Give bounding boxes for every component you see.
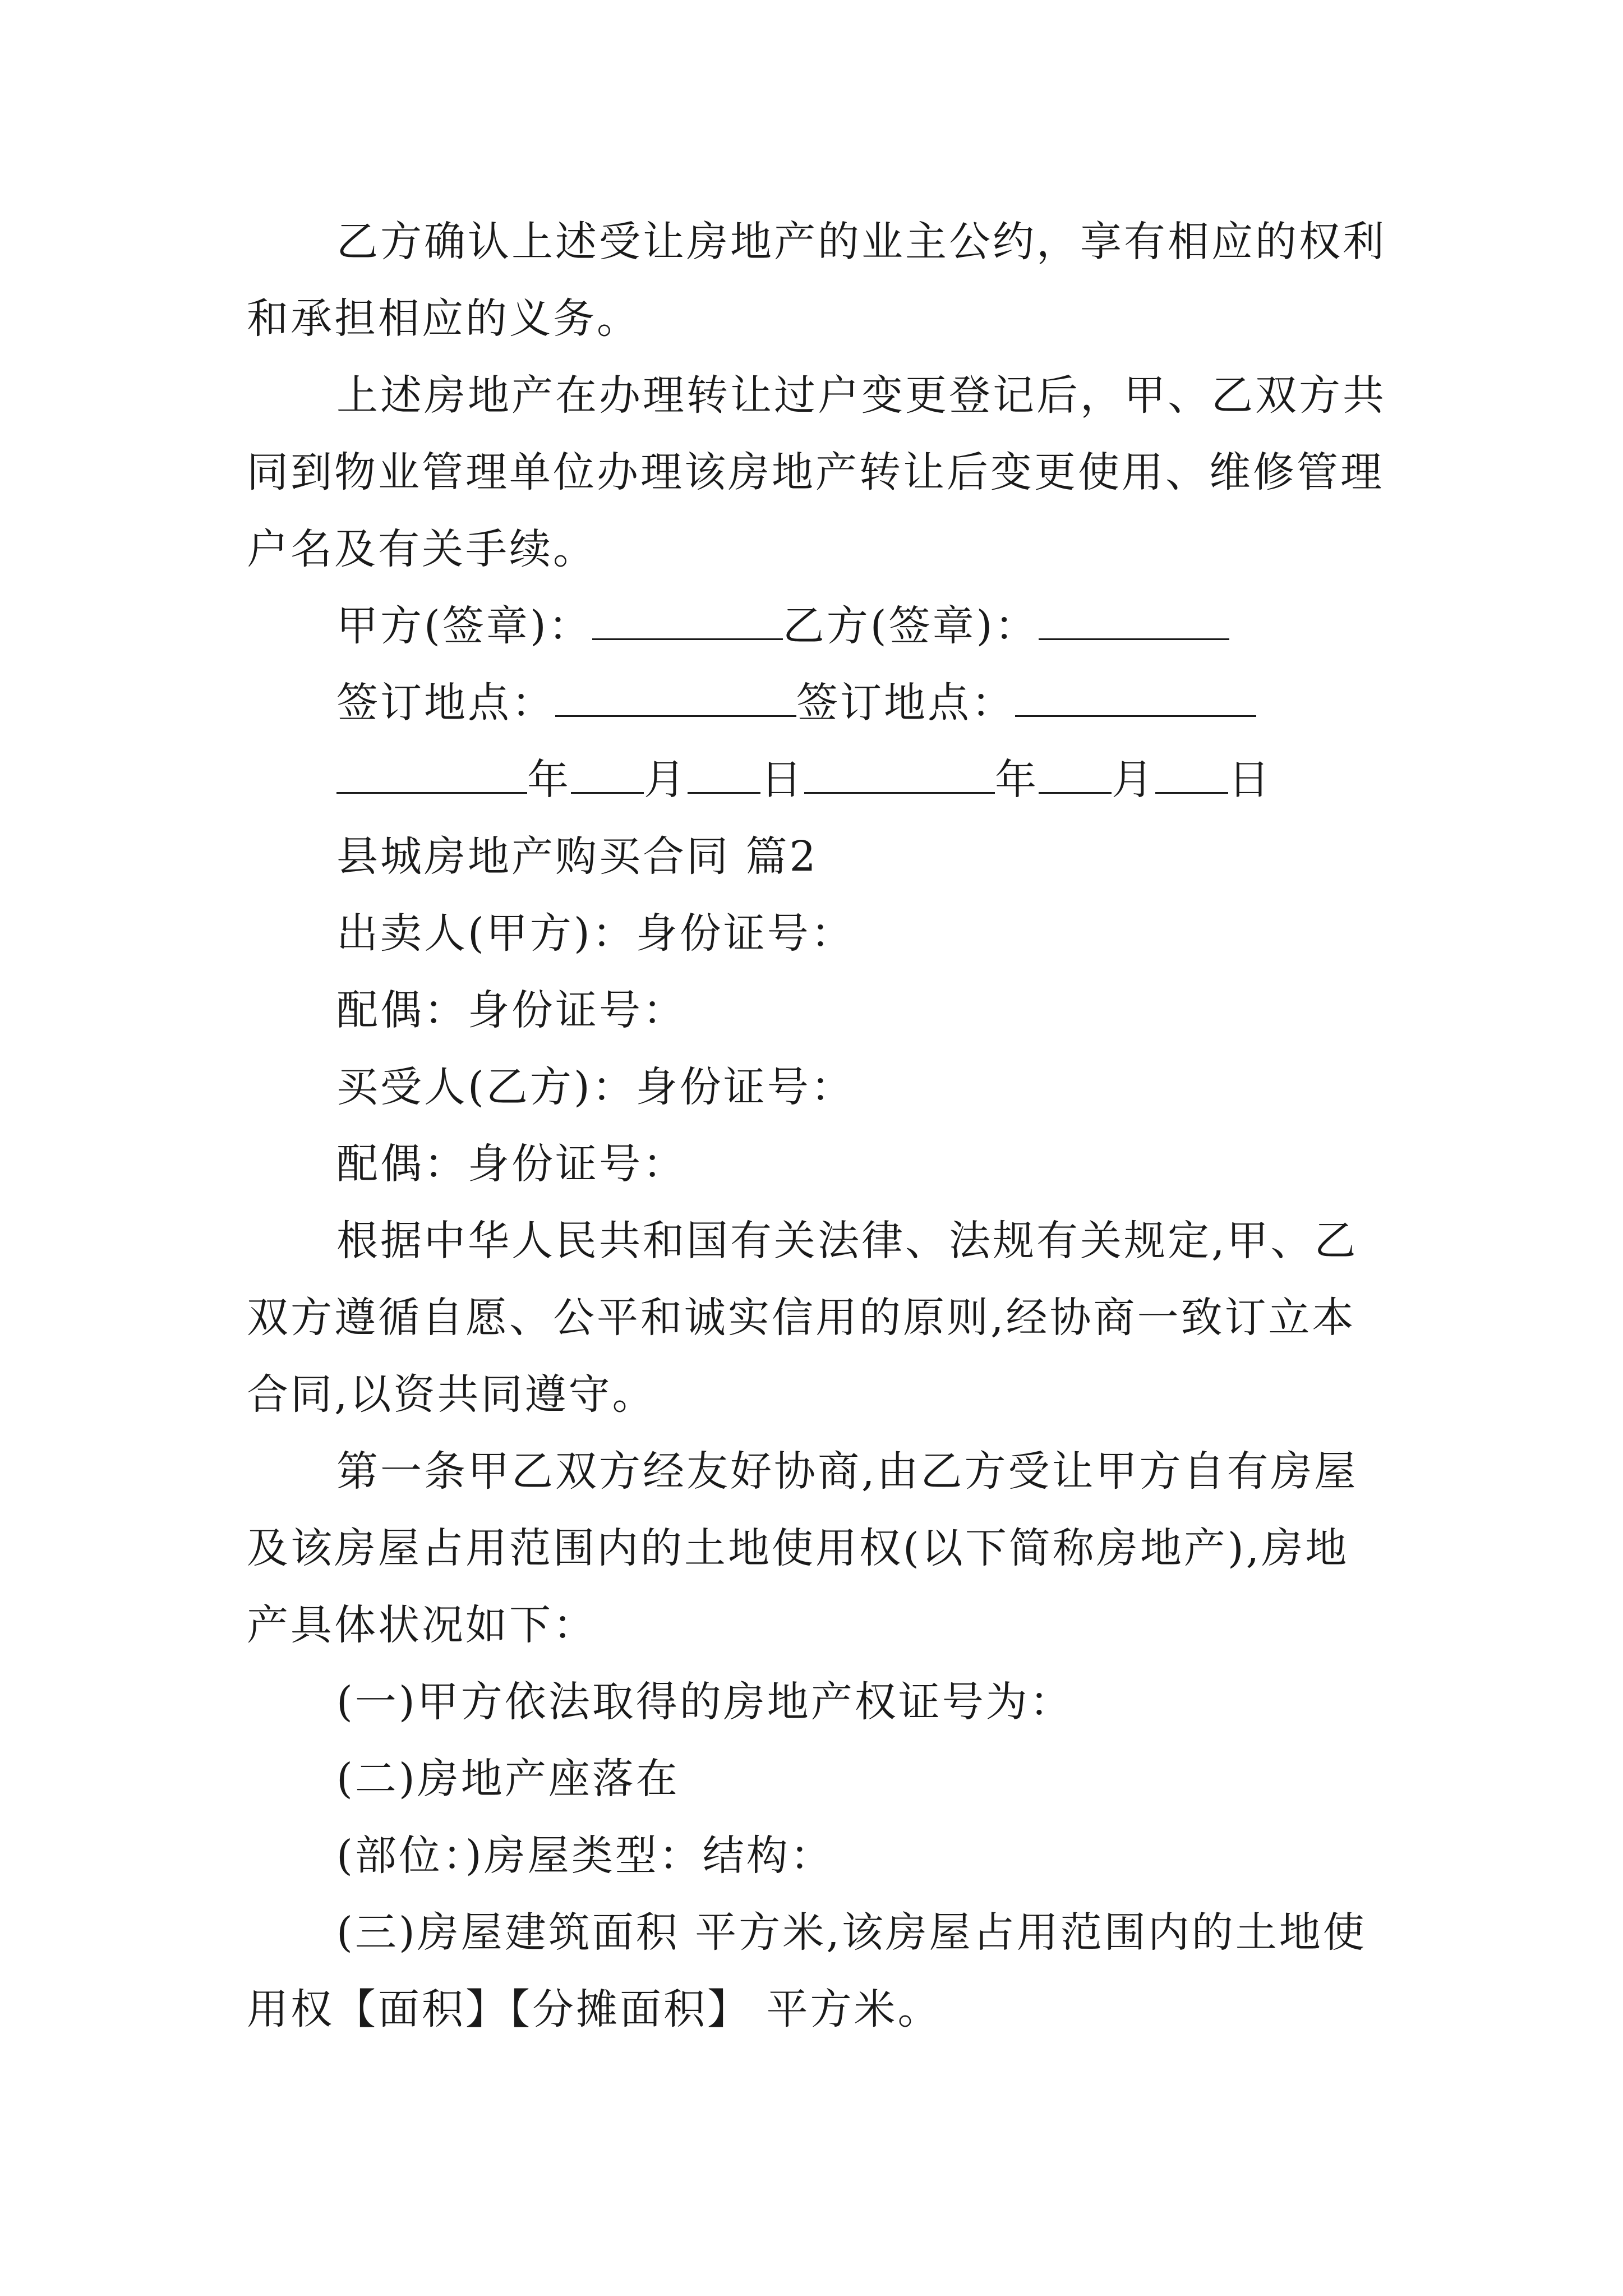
item2-line: (二)房地产座落在	[336, 1755, 680, 1803]
place-b-label: 签订地点：	[796, 679, 1015, 727]
buyer-line: 买受人(乙方)：身份证号：	[336, 1063, 855, 1111]
date-row	[336, 754, 1385, 806]
year-a-blank	[336, 757, 527, 794]
month-a-blank	[571, 757, 644, 794]
paragraph-line: 户名及有关手续。	[247, 525, 597, 573]
month-b-label: 月	[1112, 756, 1155, 804]
article1-line: 产具体状况如下：	[247, 1601, 597, 1649]
signing-place-row	[336, 677, 1385, 729]
day-a-label: 日	[760, 756, 804, 804]
seller-spouse-line: 配偶：身份证号：	[336, 986, 686, 1034]
item3-line: 用权【面积】【分摊面积】 平方米。	[247, 1985, 942, 2033]
paragraph-line: 乙方确认上述受让房地产的业主公约，享有相应的权利	[336, 218, 1386, 266]
article1-line: 及该房屋占用范围内的土地使用权(以下简称房地产),房地	[247, 1524, 1349, 1572]
year-a-label: 年	[527, 756, 571, 804]
month-a-label: 月	[644, 756, 688, 804]
item3-line: (三)房屋建筑面积 平方米,该房屋占用范围内的土地使	[336, 1908, 1367, 1957]
year-b-blank	[804, 757, 995, 794]
preamble-line: 双方遵循自愿、公平和诚实信用的原则,经协商一致订立本	[247, 1294, 1356, 1342]
section-title: 县城房地产购买合同 篇2	[336, 832, 818, 881]
day-b-blank	[1155, 757, 1228, 794]
place-b-blank	[1015, 680, 1256, 717]
item1-line: (一)甲方依法取得的房地产权证号为：	[336, 1678, 1073, 1726]
party-b-signature-blank	[1039, 604, 1229, 640]
paragraph-line: 上述房地产在办理转让过户变更登记后，甲、乙双方共	[336, 371, 1386, 420]
preamble-line: 根据中华人民共和国有关法律、法规有关规定,甲、乙	[336, 1217, 1358, 1265]
day-a-blank	[688, 757, 760, 794]
signature-row	[336, 600, 1385, 652]
party-b-signature-label: 乙方(签章)：	[782, 602, 1039, 650]
day-b-label: 日	[1228, 756, 1272, 804]
place-a-blank	[555, 680, 796, 717]
seller-line: 出卖人(甲方)：身份证号：	[336, 909, 855, 958]
article1-line: 第一条甲乙双方经友好协商,由乙方受让甲方自有房屋	[336, 1447, 1358, 1496]
paragraph-line: 同到物业管理单位办理该房地产转让后变更使用、维修管理	[247, 448, 1384, 496]
buyer-spouse-line: 配偶：身份证号：	[336, 1140, 686, 1188]
month-b-blank	[1039, 757, 1112, 794]
party-a-signature-label: 甲方(签章)：	[336, 602, 592, 650]
place-a-label: 签订地点：	[336, 679, 555, 727]
item2b-line: (部位：)房屋类型：结构：	[336, 1832, 834, 1880]
preamble-line: 合同,以资共同遵守。	[247, 1370, 656, 1419]
paragraph-line: 和承担相应的义务。	[247, 295, 640, 343]
party-a-signature-blank	[592, 604, 783, 640]
year-b-label: 年	[995, 756, 1039, 804]
